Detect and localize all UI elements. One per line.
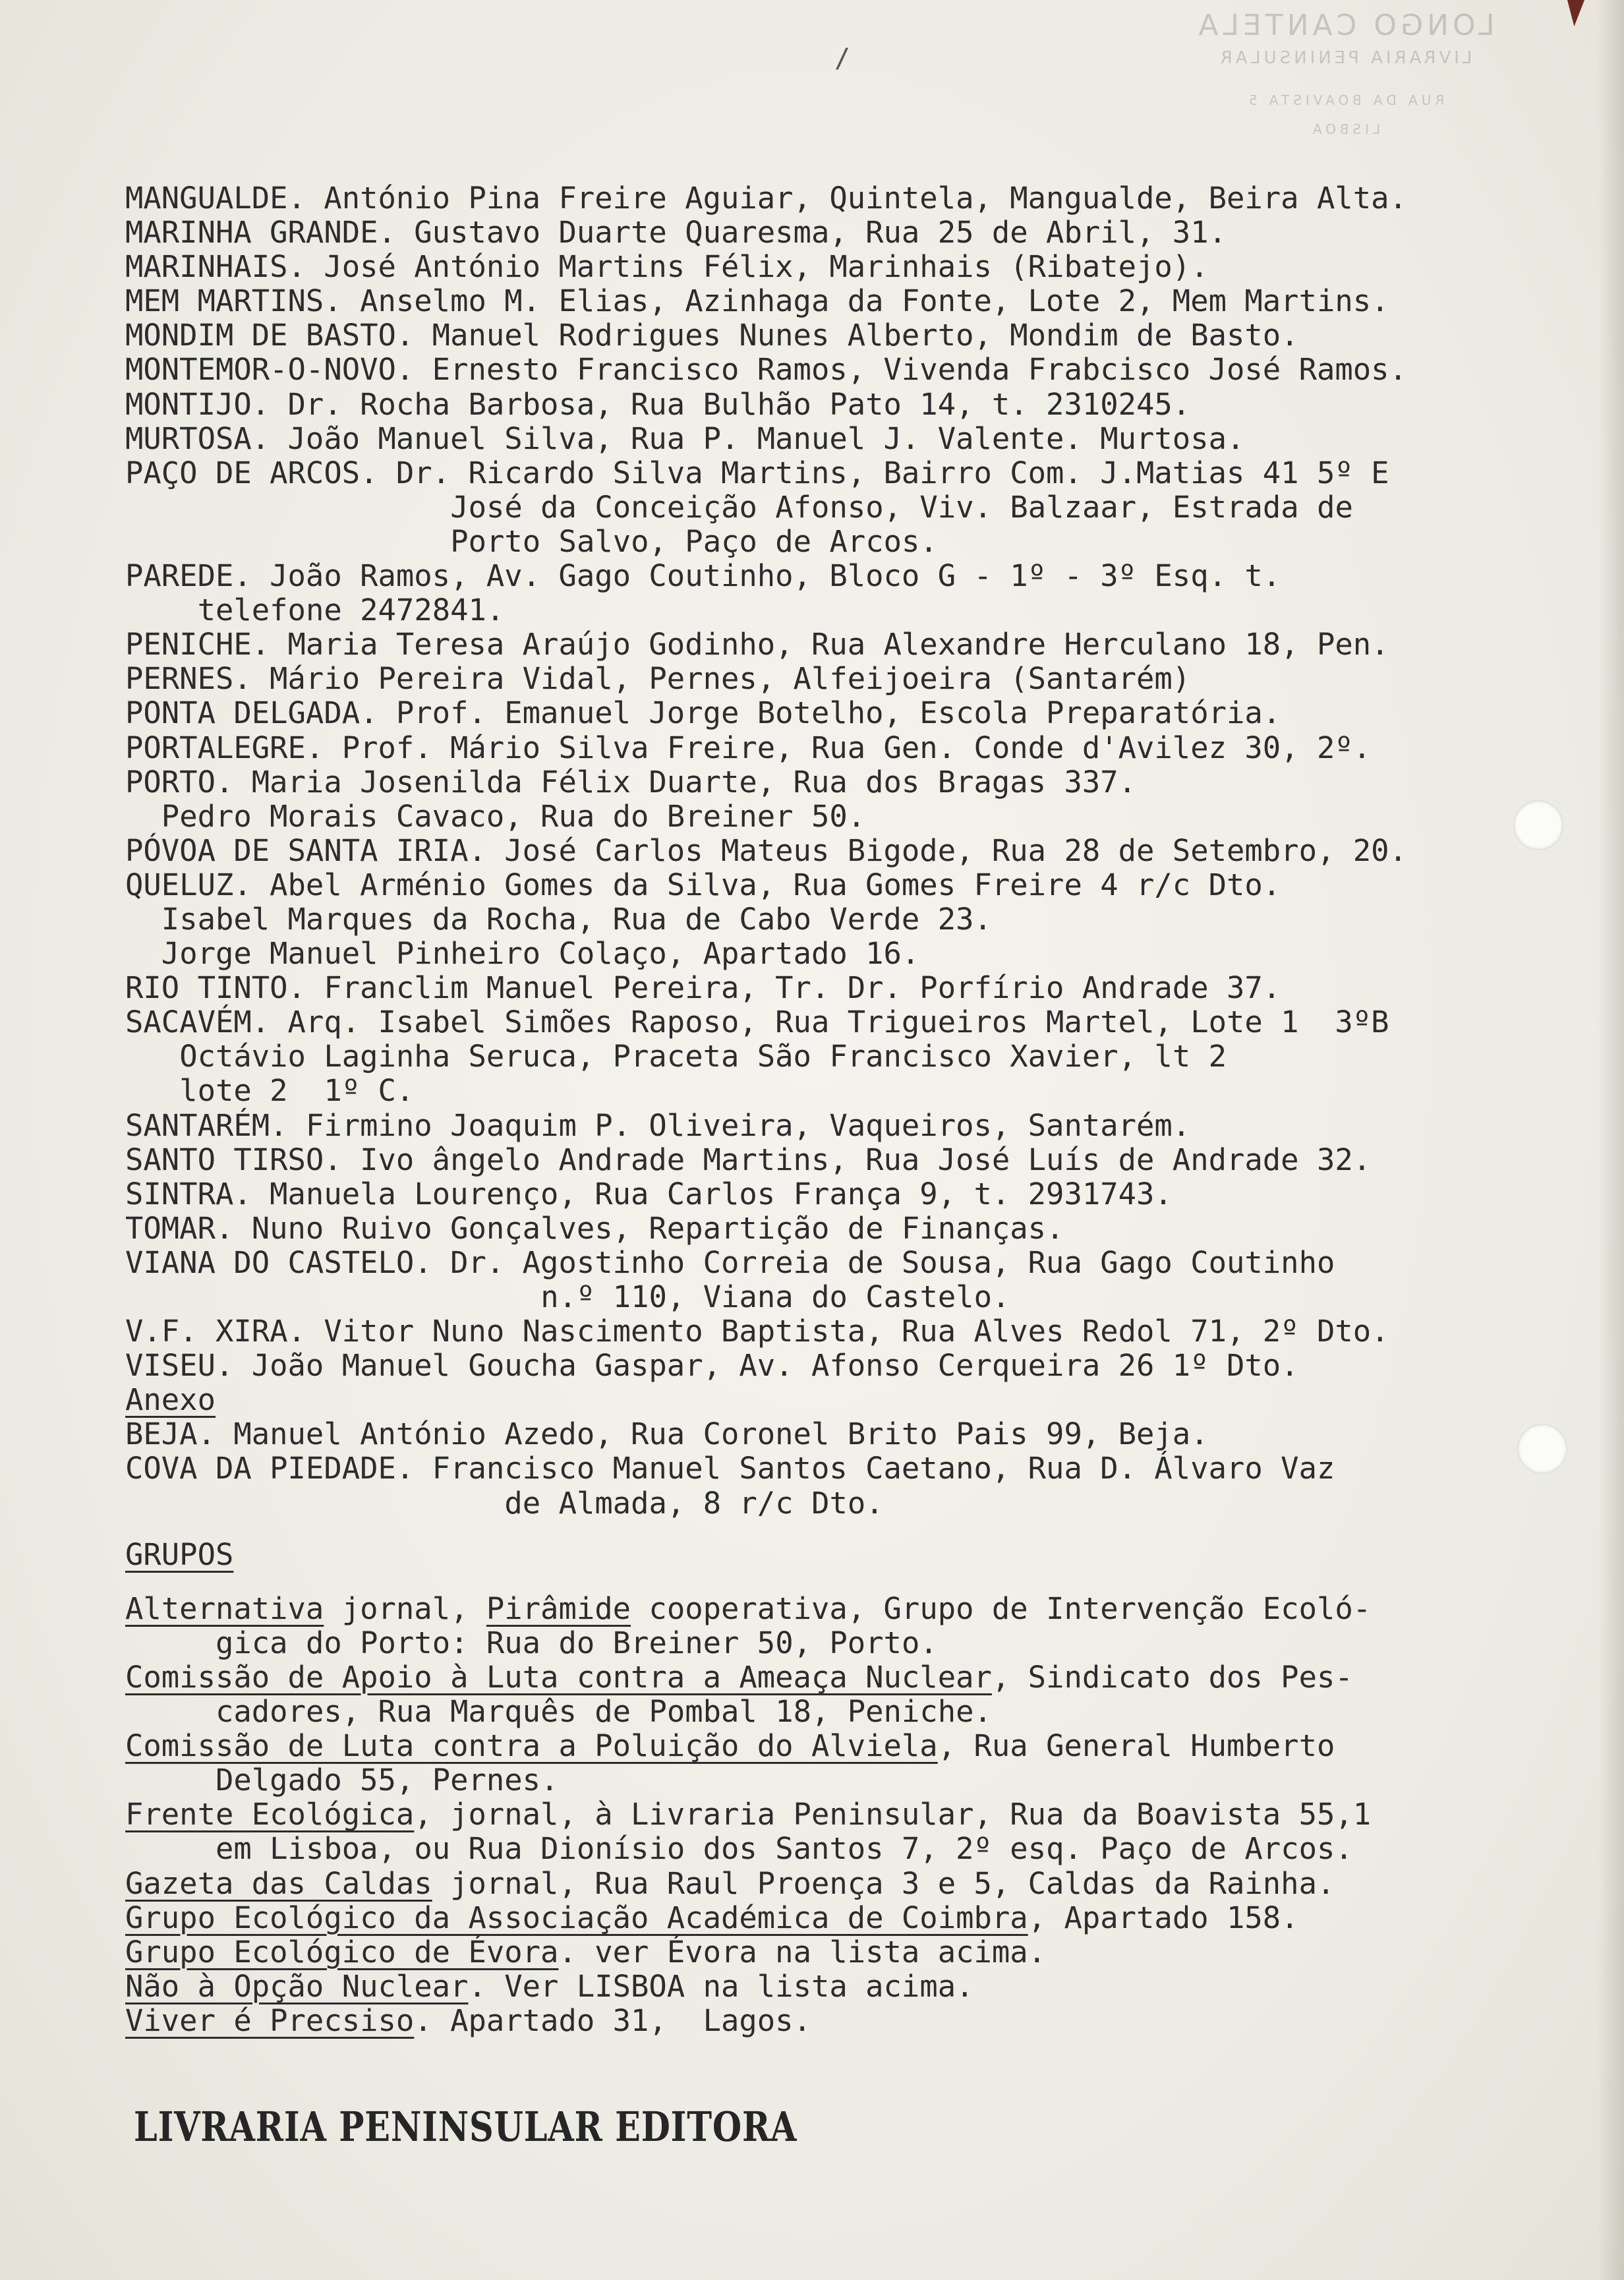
text-run: de Almada, 8 r/c Dto. xyxy=(504,1485,884,1521)
address-entry xyxy=(125,525,1588,559)
underlined-title: Viver é Precsiso xyxy=(125,2002,415,2038)
text-run: , Rua General Humberto xyxy=(937,1728,1335,1764)
text-run: MONDIM DE BASTO. Manuel Rodrigues Nunes Alberto, Mondim de Basto. xyxy=(125,318,1299,353)
text-run: V.F. XIRA. Vitor Nuno Nascimento Baptista, Rua Alves Redol 71, 2º Dto. xyxy=(125,1314,1389,1349)
group-entry xyxy=(125,1935,1588,1970)
text-run: jornal, xyxy=(324,1591,486,1626)
address-entry xyxy=(125,834,1588,868)
letterhead-line-1: LONGO CANTELA xyxy=(1194,9,1495,42)
underlined-title: Grupo Ecológico da Associação Académica de Coimbra xyxy=(125,1900,1028,1935)
address-entry xyxy=(125,868,1588,902)
address-entry xyxy=(125,1177,1588,1212)
underlined-title: Pirâmide xyxy=(486,1591,631,1626)
address-entry xyxy=(125,1039,1588,1074)
address-entry xyxy=(125,1246,1588,1280)
address-entry xyxy=(125,765,1588,800)
text-run: . Ver LISBOA na lista acima. xyxy=(468,1968,974,2004)
address-entry xyxy=(125,1005,1588,1039)
text-run: COVA DA PIEDADE. Francisco Manuel Santos Caetano, Rua D. Álvaro Vaz xyxy=(125,1451,1335,1486)
text-run: , Sindicato dos Pes- xyxy=(991,1659,1353,1695)
text-run: PORTO. Maria Josenilda Félix Duarte, Rua dos Bragas 337. xyxy=(125,764,1137,800)
text-run: PONTA DELGADA. Prof. Emanuel Jorge Botelho, Escola Preparatória. xyxy=(125,695,1281,731)
address-entry xyxy=(125,216,1588,250)
address-entry xyxy=(125,1280,1588,1314)
typed-address-list xyxy=(125,181,1588,2038)
address-entry xyxy=(125,1314,1588,1349)
text-run: VIANA DO CASTELO. Dr. Agostinho Correia de Sousa, Rua Gago Coutinho xyxy=(125,1244,1335,1280)
address-entry xyxy=(125,1349,1588,1383)
text-run: PENICHE. Maria Teresa Araújo Godinho, Rua Alexandre Herculano 18, Pen. xyxy=(125,627,1389,662)
text-run: PAÇO DE ARCOS. Dr. Ricardo Silva Martins, Bairro Com. J.Matias 41 5º E xyxy=(125,455,1389,490)
address-entry xyxy=(125,1212,1588,1246)
address-entry xyxy=(125,284,1588,318)
group-entry xyxy=(125,1660,1588,1695)
text-run: n.º 110, Viana do Castelo. xyxy=(540,1279,1010,1314)
address-entry xyxy=(125,731,1588,765)
text-run: MARINHA GRANDE. Gustavo Duarte Quaresma, Rua 25 de Abril, 31. xyxy=(125,215,1227,250)
group-entry xyxy=(125,1626,1588,1660)
group-entry xyxy=(125,1970,1588,2004)
underlined-title: Anexo xyxy=(125,1382,216,1418)
text-run: PAREDE. João Ramos, Av. Gago Coutinho, Bloco G - 1º - 3º Esq. t. xyxy=(125,558,1281,594)
address-entry xyxy=(125,1074,1588,1108)
text-run: MEM MARTINS. Anselmo M. Elias, Azinhaga da Fonte, Lote 2, Mem Martins. xyxy=(125,283,1389,319)
text-run: PORTALEGRE. Prof. Mário Silva Freire, Rua Gen. Conde d'Avilez 30, 2º. xyxy=(125,730,1372,765)
address-entry xyxy=(125,662,1588,696)
text-run: jornal, Rua Raul Proença 3 e 5, Caldas da Rainha. xyxy=(432,1865,1335,1901)
address-entry xyxy=(125,971,1588,1005)
address-entry xyxy=(125,353,1588,387)
group-entry xyxy=(125,1592,1588,1626)
underlined-title: Não à Opção Nuclear xyxy=(125,1968,469,2004)
underlined-title: Gazeta das Caldas xyxy=(125,1865,432,1901)
address-entry xyxy=(125,181,1588,216)
text-run: QUELUZ. Abel Arménio Gomes da Silva, Rua Gomes Freire 4 r/c Dto. xyxy=(125,867,1281,902)
text-run: SANTARÉM. Firmino Joaquim P. Oliveira, Vaqueiros, Santarém. xyxy=(125,1107,1191,1143)
text-run: Pedro Morais Cavaco, Rua do Breiner 50. xyxy=(161,798,866,834)
address-entry xyxy=(125,388,1588,422)
text-run: . ver Évora na lista acima. xyxy=(558,1934,1047,1970)
address-entry xyxy=(125,1109,1588,1143)
underlined-title: Comissão de Luta contra a Poluição do Alviela xyxy=(125,1728,938,1764)
underlined-title: Frente Ecológica xyxy=(125,1797,415,1832)
text-run: . Apartado 31, Lagos. xyxy=(414,2002,811,2038)
letterhead-bleedthrough xyxy=(1134,7,1555,142)
letterhead-line-4: LISBOA xyxy=(1308,121,1381,137)
text-run: TOMAR. Nuno Ruivo Gonçalves, Repartição de Finanças. xyxy=(125,1210,1064,1246)
text-run: em Lisboa, ou Rua Dionísio dos Santos 7, 2º esq. Paço de Arcos. xyxy=(216,1831,1353,1867)
pencil-mark: / xyxy=(834,44,851,74)
group-entry xyxy=(125,2004,1588,2038)
text-run: MONTIJO. Dr. Rocha Barbosa, Rua Bulhão Pato 14, t. 2310245. xyxy=(125,386,1191,422)
text-run: VISEU. João Manuel Goucha Gaspar, Av. Afonso Cerqueira 26 1º Dto. xyxy=(125,1348,1299,1384)
text-run: MURTOSA. João Manuel Silva, Rua P. Manuel J. Valente. Murtosa. xyxy=(125,421,1245,456)
text-run: telefone 2472841. xyxy=(197,593,505,628)
text-run: SANTO TIRSO. Ivo ângelo Andrade Martins, Rua José Luís de Andrade 32. xyxy=(125,1142,1372,1177)
group-entry xyxy=(125,1763,1588,1798)
text-run: PÓVOA DE SANTA IRIA. José Carlos Mateus Bigode, Rua 28 de Setembro, 20. xyxy=(125,833,1407,868)
text-run: cadores, Rua Marquês de Pombal 18, Peniche. xyxy=(216,1694,992,1730)
text-run: MANGUALDE. António Pina Freire Aguiar, Quintela, Mangualde, Beira Alta. xyxy=(125,181,1407,216)
address-entry xyxy=(125,937,1588,971)
text-run: SINTRA. Manuela Lourenço, Rua Carlos França 9, t. 2931743. xyxy=(125,1176,1173,1212)
underlined-title: Alternativa xyxy=(125,1591,324,1626)
letterhead-line-3: RUA DA BOAVISTA 5 xyxy=(1244,92,1445,108)
address-entry xyxy=(125,422,1588,456)
text-run: MONTEMOR-O-NOVO. Ernesto Francisco Ramos, Vivenda Frabcisco José Ramos. xyxy=(125,352,1407,388)
address-entry xyxy=(125,1143,1588,1177)
publisher-footer: LIVRARIA PENINSULAR EDITORA xyxy=(134,2103,798,2151)
text-run: Porto Salvo, Paço de Arcos. xyxy=(450,523,938,559)
text-run: RIO TINTO. Franclim Manuel Pereira, Tr. Dr. Porfírio Andrade 37. xyxy=(125,970,1281,1006)
text-run: Octávio Laginha Seruca, Praceta São Francisco Xavier, lt 2 xyxy=(179,1039,1227,1074)
text-run: lote 2 1º C. xyxy=(179,1073,415,1109)
group-entry xyxy=(125,1901,1588,1935)
address-entry xyxy=(125,628,1588,662)
address-entry xyxy=(125,902,1588,937)
text-run: PERNES. Mário Pereira Vidal, Pernes, Alfeijoeira (Santarém) xyxy=(125,661,1191,697)
text-run: Isabel Marques da Rocha, Rua de Cabo Verde 23. xyxy=(161,901,992,937)
text-run: SACAVÉM. Arq. Isabel Simões Raposo, Rua Trigueiros Martel, Lote 1 3ºB xyxy=(125,1005,1389,1040)
underlined-title: GRUPOS xyxy=(125,1536,234,1572)
address-entry xyxy=(125,490,1588,525)
address-entry xyxy=(125,456,1588,490)
text-run: gica do Porto: Rua do Breiner 50, Porto. xyxy=(216,1625,938,1660)
group-entry xyxy=(125,1729,1588,1763)
text-run: Jorge Manuel Pinheiro Colaço, Apartado 16. xyxy=(161,936,920,972)
underlined-title: Grupo Ecológico de Évora xyxy=(125,1934,559,1970)
text-run: Delgado 55, Pernes. xyxy=(216,1763,559,1798)
page-edge-shadow xyxy=(1598,0,1624,2280)
address-entry xyxy=(125,250,1588,284)
underlined-title: Comissão de Apoio à Luta contra a Ameaça Nuclear xyxy=(125,1659,992,1695)
address-entry xyxy=(125,593,1588,628)
spacer xyxy=(125,1572,1588,1592)
group-entry xyxy=(125,1798,1588,1832)
spacer xyxy=(125,1521,1588,1538)
annex-heading xyxy=(125,1383,1588,1417)
address-entry xyxy=(125,800,1588,834)
letterhead-line-2: LIVRARIA PENINSULAR xyxy=(1217,48,1472,68)
group-entry xyxy=(125,1832,1588,1866)
address-entry xyxy=(125,559,1588,593)
groups-heading xyxy=(125,1538,1588,1572)
text-run: , Apartado 158. xyxy=(1028,1900,1299,1935)
annex-entry xyxy=(125,1417,1588,1451)
text-run: cooperativa, Grupo de Intervenção Ecoló- xyxy=(631,1591,1372,1626)
text-run: MARINHAIS. José António Martins Félix, Marinhais (Ribatejo). xyxy=(125,249,1209,285)
group-entry xyxy=(125,1695,1588,1729)
text-run: José da Conceição Afonso, Viv. Balzaar, Estrada de xyxy=(450,489,1353,525)
text-run: , jornal, à Livraria Peninsular, Rua da Boavista 55,1 xyxy=(414,1797,1372,1832)
annex-entry xyxy=(125,1451,1588,1486)
annex-entry xyxy=(125,1486,1588,1521)
address-entry xyxy=(125,318,1588,353)
group-entry xyxy=(125,1867,1588,1901)
text-run: BEJA. Manuel António Azedo, Rua Coronel Brito Pais 99, Beja. xyxy=(125,1417,1209,1452)
address-entry xyxy=(125,696,1588,730)
